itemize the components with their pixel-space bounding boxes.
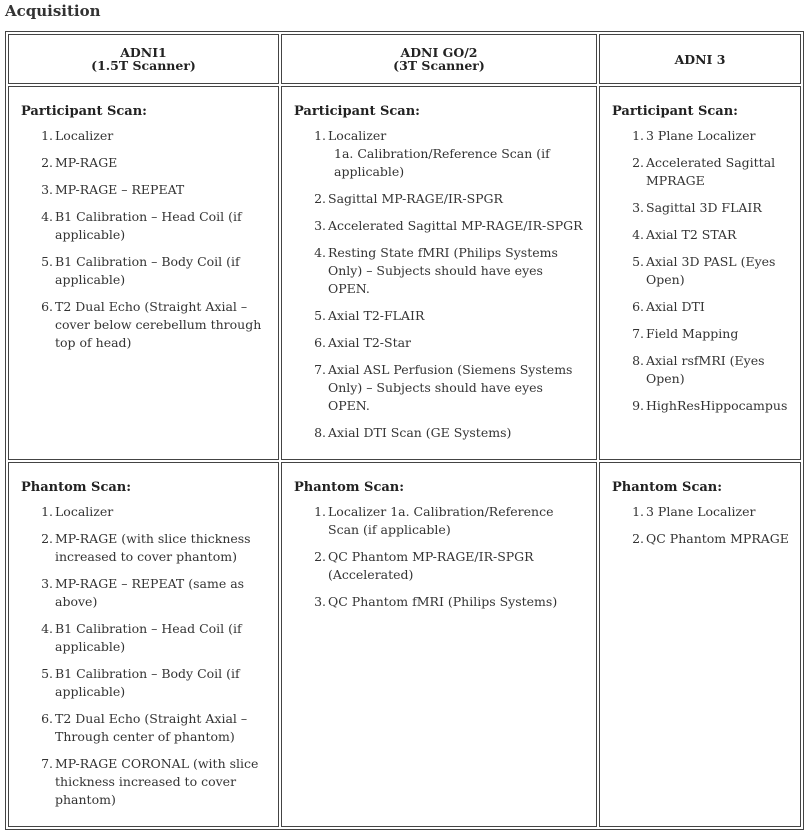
list-item: 6. T2 Dual Echo (Straight Axial – cover below cerebellum through top of head) [41,299,262,350]
column-subtitle: (1.5T Scanner) [91,58,196,73]
list-item: 2. MP-RAGE (with slice thickness increased to cover phantom) [41,531,251,564]
list-item: 2. Accelerated Sagittal MPRAGE [632,155,776,188]
participant-cell-adni-go2 [281,86,597,460]
scan-list [294,503,586,611]
list-item: 5. B1 Calibration – Body Coil (if applicable) [41,666,240,699]
list-item: 1. Localizer 1a. Calibration/Reference Scan (if applicable) [316,127,586,181]
phantom-cell-adni-go2 [281,462,597,827]
list-item: 1. Localizer 1a. Calibration/Reference Scan (if applicable) [314,504,554,537]
list-item: 7. Field Mapping [632,326,739,341]
list-item: 3. QC Phantom fMRI (Philips Systems) [314,594,558,609]
column-name: ADNI1 [120,45,167,60]
list-item: 6. Axial T2-Star [314,335,412,350]
list-item: 2. Sagittal MP-RAGE/IR-SPGR [314,191,503,206]
list-item: 6. Axial DTI [632,299,705,314]
column-subtitle: (3T Scanner) [393,58,485,73]
phantom-scan-heading: Phantom Scan: [21,480,132,495]
list-item: 3. MP-RAGE – REPEAT (same as above) [41,576,245,609]
phantom-scan-heading: Phantom Scan: [612,480,723,495]
list-item: 5. Axial T2-FLAIR [314,308,425,323]
list-item: 2. QC Phantom MP-RAGE/IR-SPGR (Accelerated) [314,549,534,582]
scan-list [21,127,268,352]
page-title: Acquisition [5,2,101,20]
list-item: 2. MP-RAGE [41,155,118,170]
phantom-scan-heading: Phantom Scan: [294,480,405,495]
column-header-adni3 [599,34,801,84]
list-item: 4. B1 Calibration – Head Coil (if applicable) [41,621,242,654]
participant-scan-heading: Participant Scan: [294,104,420,119]
list-item: 2. QC Phantom MPRAGE [632,531,789,546]
participant-row [8,86,801,460]
scan-list [21,503,268,809]
column-name: ADNI GO/2 [400,45,478,60]
column-header-adni1 [8,34,279,84]
list-item: 3. MP-RAGE – REPEAT [41,182,185,197]
list-item: 4. Axial T2 STAR [632,227,737,242]
list-item: 7. Axial ASL Perfusion (Siemens Systems Only) – Subjects should have eyes OPEN. [314,362,573,413]
list-item: 8. Axial rsfMRI (Eyes Open) [632,353,765,386]
participant-cell-adni1 [8,86,279,460]
list-subitem: 1a. Calibration/Reference Scan (if applicable) [334,146,550,179]
phantom-cell-adni3 [599,462,801,827]
acquisition-table [5,31,804,830]
list-item: 1. Localizer [41,504,114,519]
list-item: 7. MP-RAGE CORONAL (with slice thickness increased to cover phantom) [41,756,259,807]
participant-scan-heading: Participant Scan: [612,104,738,119]
list-item: 6. T2 Dual Echo (Straight Axial – Through center of phantom) [41,711,248,744]
phantom-cell-adni1 [8,462,279,827]
header-row [8,34,801,84]
list-item: 8. Axial DTI Scan (GE Systems) [314,425,512,440]
list-item: 5. B1 Calibration – Body Coil (if applicable) [41,254,240,287]
list-item: 4. Resting State fMRI (Philips Systems Only) – Subjects should have eyes OPEN. [314,245,558,296]
list-item: 1. Localizer [41,128,114,143]
list-item: 3. Accelerated Sagittal MP-RAGE/IR-SPGR [314,218,583,233]
participant-scan-heading: Participant Scan: [21,104,147,119]
scan-list [612,127,790,415]
phantom-row [8,462,801,827]
scan-list [294,127,586,442]
participant-cell-adni3 [599,86,801,460]
list-item: 1. 3 Plane Localizer [632,128,756,143]
list-item: 5. Axial 3D PASL (Eyes Open) [632,254,776,287]
list-item: 9. HighResHippocampus [632,398,788,413]
scan-list [612,503,790,548]
list-item: 3. Sagittal 3D FLAIR [632,200,762,215]
column-header-adni-go2 [281,34,597,84]
column-name: ADNI 3 [674,51,726,67]
list-item: 4. B1 Calibration – Head Coil (if applicable) [41,209,242,242]
list-item: 1. 3 Plane Localizer [632,504,756,519]
